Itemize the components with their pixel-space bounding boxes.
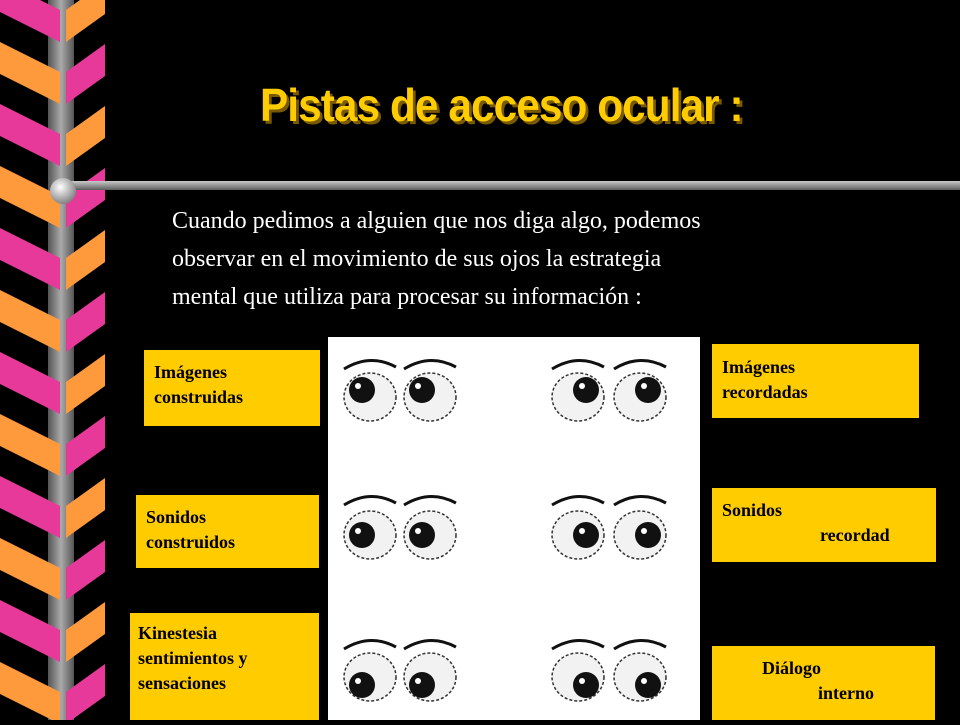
intro-line: mental que utiliza para procesar su información : (172, 284, 642, 310)
eye-highlight (415, 528, 421, 534)
eyebrow (404, 360, 456, 369)
eye-pupil (573, 522, 599, 548)
eye-highlight (641, 528, 647, 534)
eyebrow (552, 360, 604, 369)
eye-pupil (635, 377, 661, 403)
slide-title: Pistas de acceso ocular : (260, 79, 743, 131)
eyebrow (614, 496, 666, 505)
eye-pupil (409, 672, 435, 698)
label-sonidos-recordad: Sonidos recordad (712, 488, 936, 562)
eyebrow (404, 640, 456, 649)
eye-positions-drawing (328, 337, 700, 720)
eyebrow (552, 640, 604, 649)
eye-pupil (409, 377, 435, 403)
intro-line: Cuando pedimos a alguien que nos diga algo, podemos (172, 208, 701, 234)
eye-pupil (349, 377, 375, 403)
ribbon-band (66, 0, 105, 42)
eye-pupil (635, 522, 661, 548)
eyebrow (614, 640, 666, 649)
eye-highlight (579, 528, 585, 534)
eye-highlight (641, 678, 647, 684)
decorative-ribbon (0, 0, 110, 720)
eye-highlight (415, 383, 421, 389)
eye-highlight (355, 528, 361, 534)
label-kinestesia: Kinestesia sentimientos y sensaciones (130, 613, 319, 720)
eye-highlight (415, 678, 421, 684)
divider-bar (60, 181, 960, 190)
eye-highlight (355, 678, 361, 684)
eyebrow (344, 496, 396, 505)
intro-text (172, 202, 892, 316)
divider-knob (50, 178, 76, 204)
eyebrow (344, 640, 396, 649)
eyebrow (552, 496, 604, 505)
eyebrow (404, 496, 456, 505)
eye-pupil (409, 522, 435, 548)
eye-highlight (579, 383, 585, 389)
eye-pupil (349, 522, 375, 548)
eye-highlight (579, 678, 585, 684)
label-imagenes-recordadas: Imágenes recordadas (712, 344, 919, 418)
eyebrow (344, 360, 396, 369)
eye-highlight (641, 383, 647, 389)
eye-pupil (349, 672, 375, 698)
label-sonidos-construidos: Sonidos construidos (136, 495, 319, 568)
eye-pupil (573, 377, 599, 403)
eye-pupil (573, 672, 599, 698)
eye-pupil (635, 672, 661, 698)
eyebrow (614, 360, 666, 369)
ribbon-band (0, 0, 60, 42)
eyes-illustration (328, 337, 700, 720)
label-imagenes-construidas: Imágenes construidas (144, 350, 320, 426)
eye-highlight (355, 383, 361, 389)
label-dialogo-interno: Diálogo interno (712, 646, 935, 720)
intro-line: observar en el movimiento de sus ojos la estrategia (172, 246, 662, 272)
